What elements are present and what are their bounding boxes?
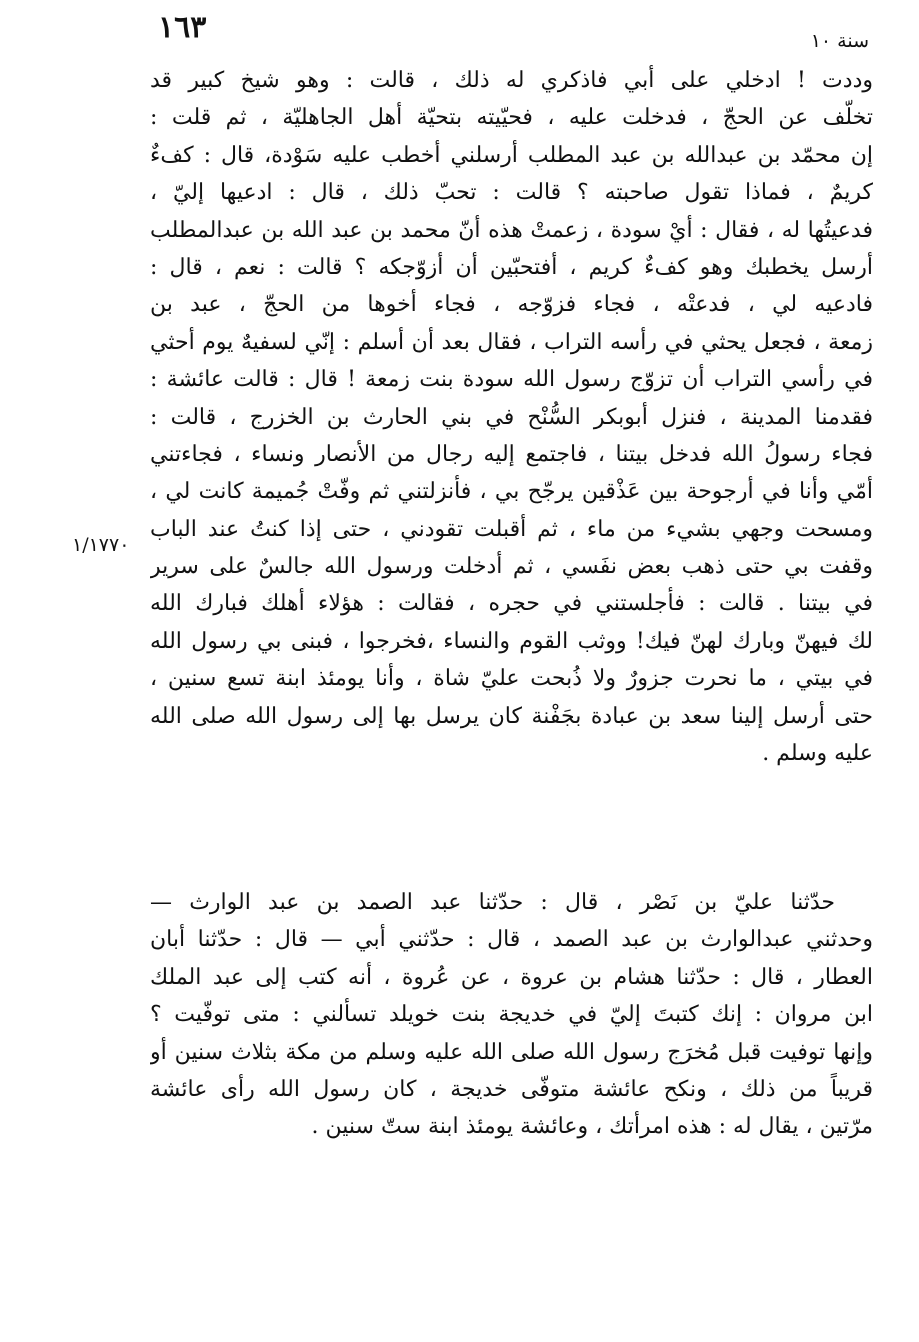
text-line: حدّثنا عليّ بن نَصْر ، قال : حدّثنا عبد الصمد بن عبد الوارث —: [150, 890, 835, 915]
paragraph-1: [150, 62, 873, 772]
text-line: عليه وسلم .: [762, 741, 873, 767]
page-number: ١٦٣: [158, 10, 207, 45]
text-line: فدعيتُها له ، فقال : أيْ سودة ، زعمتْ هذه أنّ محمد بن عبد الله بن عبدالمطلب: [150, 217, 873, 243]
text-line: أمّي وأنا في أرجوحة بين عَذْقين يرجّح بي ، فأنزلتني ثم وفّتْ جُميمة كانت لي ،: [150, 479, 873, 505]
paragraph-2: [150, 884, 873, 1146]
text-line: فقدمنا المدينة ، فنزل أبوبكر السُّنْح في بني الحارث بن الخزرج ، قالت :: [150, 404, 873, 430]
text-line: في رأسي التراب أن تزوّج رسول الله سودة بنت زمعة ! قال : قالت عائشة :: [150, 367, 873, 393]
text-line: إن محمّد بن عبدالله بن عبد المطلب أرسلني أخطب عليه سَوْدة، قال : كفءٌ: [150, 142, 873, 168]
text-line: وددت ! ادخلي على أبي فاذكري له ذلك ، قالت : وهو شيخ كبير قد: [150, 68, 873, 93]
margin-reference: ١/١٧٧٠: [72, 534, 130, 556]
text-line: فجاء رسولُ الله فدخل بيتنا ، فاجتمع إليه رجال من الأنصار ونساء ، فجاءتني: [150, 441, 873, 467]
text-line: في بيتنا . قالت : فأجلستني في حجره ، فقالت : هؤلاء أهلك فبارك الله: [150, 591, 873, 617]
text-line: فادعيه لي ، فدعتْه ، فجاء فزوّجه ، فجاء أخوها من الحجّ ، عبد بن: [150, 292, 873, 318]
text-line: وقفت بي حتى ذهب بعض نفَسي ، ثم أدخلت ورسول الله جالسٌ على سرير: [150, 554, 873, 580]
text-line: في بيتي ، ما نحرت جزورٌ ولا ذُبحت عليّ شاة ، وأنا يومئذ ابنة تسع سنين ،: [150, 666, 873, 692]
text-line: وحدثني عبدالوارث بن عبد الصمد ، قال : حدّثني أبي — قال : حدّثنا أبان: [150, 927, 873, 953]
text-line: أرسل يخطبك وهو كفءٌ كريم ، أفتحبّين أن أزوّجكه ؟ قالت : نعم ، قال :: [150, 254, 873, 280]
text-line: قريباً من ذلك ، ونكح عائشة متوفّى خديجة ، كان رسول الله رأى عائشة: [150, 1076, 873, 1102]
text-line: لك فيهنّ وبارك لهنّ فيك! ووثب القوم والنساء ،فخرجوا ، فبنى بي رسول الله: [150, 628, 873, 654]
text-line: كريمٌ ، فماذا تقول صاحبته ؟ قالت : تحبّ ذلك ، قال : ادعيها إليّ ،: [150, 180, 873, 206]
text-line: العطار ، قال : حدّثنا هشام بن عروة ، عن عُروة ، أنه كتب إلى عبد الملك: [150, 964, 873, 990]
text-line: تخلّف عن الحجّ ، فدخلت عليه ، فحيّيته بتحيّة أهل الجاهليّة ، ثم قلت :: [150, 105, 873, 131]
text-line: مرّتين ، يقال له : هذه امرأتك ، وعائشة يومئذ ابنة ستّ سنين .: [311, 1114, 873, 1140]
text-line: ومسحت وجهي بشيء من ماء ، ثم أقبلت تقودني ، حتى إذا كنتُ عند الباب: [150, 516, 873, 542]
text-line: وإنها توفيت قبل مُخرَج رسول الله صلى الله عليه وسلم من مكة بثلاث سنين أو: [150, 1039, 873, 1065]
text-line: حتى أرسل إلينا سعد بن عبادة بجَفْنة كان يرسل بها إلى رسول الله صلى الله: [150, 703, 873, 729]
running-head: سنة ١٠: [810, 30, 869, 52]
text-line: زمعة ، فجعل يحثي في رأسه التراب ، فقال بعد أن أسلم : إنّي لسفيهٌ يوم أحثي: [150, 329, 873, 355]
text-line: ابن مروان : إنك كتبتَ إليّ في خديجة بنت خويلد تسألني : متى توفّيت ؟: [150, 1002, 873, 1028]
